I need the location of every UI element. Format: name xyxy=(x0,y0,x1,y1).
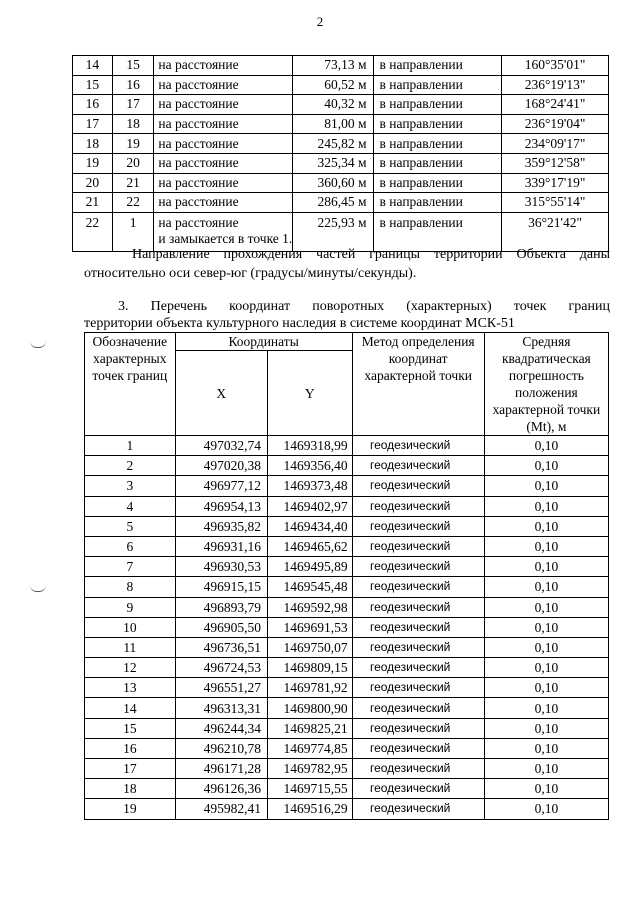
point-number: 9 xyxy=(85,597,176,617)
segment-from-text: 19 xyxy=(85,155,100,171)
segment-to xyxy=(112,56,154,76)
segment-direction-label xyxy=(373,193,502,213)
coord-x: 496313,31 xyxy=(175,698,267,718)
segment-direction-label-text: в направлении xyxy=(379,76,463,92)
coord-y: 1469691,53 xyxy=(267,617,352,637)
segment-from-text: 21 xyxy=(85,194,100,210)
segment-distance xyxy=(293,153,373,173)
binder-hole-mark xyxy=(30,341,46,348)
coordinate-row xyxy=(85,678,609,698)
coordinate-row xyxy=(85,799,609,819)
segment-row xyxy=(73,114,609,134)
coordinate-row xyxy=(85,658,609,678)
segment-distance-label xyxy=(154,153,293,173)
segment-to xyxy=(112,173,154,193)
point-number: 15 xyxy=(85,718,176,738)
coord-error: 0,10 xyxy=(484,799,608,819)
segment-distance-label-text: на расстояние xyxy=(158,155,239,171)
segment-azimuth-text: 359°12'58" xyxy=(524,155,586,171)
segment-direction-label-text: в направлении xyxy=(379,116,463,132)
point-number: 16 xyxy=(85,738,176,758)
segment-direction-label xyxy=(373,56,502,76)
segment-from xyxy=(73,75,113,95)
coord-error: 0,10 xyxy=(484,536,608,556)
coord-error: 0,10 xyxy=(484,496,608,516)
segment-distance-text: 60,52 м xyxy=(324,76,367,92)
segment-azimuth xyxy=(502,173,609,193)
segment-azimuth-text: 236°19'04" xyxy=(524,116,586,132)
coordinate-row xyxy=(85,779,609,799)
segment-to-text: 1 xyxy=(129,214,137,230)
header-point: Обозначение характерных точек границ xyxy=(85,333,176,436)
coord-x: 496954,13 xyxy=(175,496,267,516)
segment-distance-label-text: на расстояние xyxy=(158,76,239,92)
coord-x: 496905,50 xyxy=(175,617,267,637)
segment-distance-label xyxy=(154,56,293,76)
coordinate-row xyxy=(85,617,609,637)
coord-y: 1469516,29 xyxy=(267,799,352,819)
coord-error: 0,10 xyxy=(484,779,608,799)
coord-error: 0,10 xyxy=(484,658,608,678)
coordinate-row xyxy=(85,516,609,536)
coord-error: 0,10 xyxy=(484,516,608,536)
coord-method: геодезический xyxy=(352,476,484,496)
segment-from-text: 20 xyxy=(85,174,100,190)
segment-azimuth-text: 36°21'42" xyxy=(528,214,582,230)
coordinate-row xyxy=(85,759,609,779)
section-heading-line2: территории объекта культурного наследия в системе координат МСК-51 xyxy=(84,316,515,331)
segment-direction-label-text: в направлении xyxy=(379,214,463,230)
coord-x: 496977,12 xyxy=(175,476,267,496)
segment-row xyxy=(73,173,609,193)
coord-error: 0,10 xyxy=(484,637,608,657)
coordinates-header xyxy=(85,333,609,436)
segments-body xyxy=(73,56,609,252)
segment-to-text: 19 xyxy=(126,135,140,151)
coord-y: 1469782,95 xyxy=(267,759,352,779)
point-number: 12 xyxy=(85,658,176,678)
segment-direction-label xyxy=(373,153,502,173)
header-coords: Координаты xyxy=(175,333,352,351)
coord-error: 0,10 xyxy=(484,718,608,738)
coord-method: геодезический xyxy=(352,637,484,657)
segment-to xyxy=(112,114,154,134)
segment-from-text: 16 xyxy=(85,96,100,112)
coord-error: 0,10 xyxy=(484,738,608,758)
coordinate-row xyxy=(85,577,609,597)
coord-x: 496893,79 xyxy=(175,597,267,617)
coordinates-table xyxy=(84,332,609,820)
segment-direction-label-text: в направлении xyxy=(379,57,463,73)
coord-x: 497032,74 xyxy=(175,436,267,456)
segment-direction-label-text: в направлении xyxy=(379,135,463,151)
segment-distance xyxy=(293,95,373,115)
segment-azimuth xyxy=(502,193,609,213)
coord-x: 496724,53 xyxy=(175,658,267,678)
segment-from-text: 15 xyxy=(85,76,100,92)
segment-to-text: 22 xyxy=(126,194,140,210)
header-method: Метод определения координат характерной точки xyxy=(352,333,484,436)
segment-row xyxy=(73,153,609,173)
coord-y: 1469750,07 xyxy=(267,637,352,657)
segment-distance-text: 225,93 м xyxy=(317,214,367,230)
segment-from xyxy=(73,193,113,213)
point-number: 3 xyxy=(85,476,176,496)
coord-y: 1469809,15 xyxy=(267,658,352,678)
segment-row xyxy=(73,134,609,154)
segment-row xyxy=(73,193,609,213)
segment-direction-label xyxy=(373,114,502,134)
coord-x: 496931,16 xyxy=(175,536,267,556)
point-number: 11 xyxy=(85,637,176,657)
coord-x: 496736,51 xyxy=(175,637,267,657)
coord-method: геодезический xyxy=(352,436,484,456)
segment-direction-label-text: в направлении xyxy=(379,194,463,210)
segment-to-text: 20 xyxy=(126,155,140,171)
coord-x: 497020,38 xyxy=(175,456,267,476)
coordinate-row xyxy=(85,637,609,657)
coord-y: 1469774,85 xyxy=(267,738,352,758)
coord-error: 0,10 xyxy=(484,678,608,698)
segment-to-text: 18 xyxy=(126,116,140,132)
segment-distance-text: 81,00 м xyxy=(324,116,367,132)
segment-distance-label xyxy=(154,114,293,134)
segment-distance-text: 286,45 м xyxy=(317,194,367,210)
segment-direction-label-text: в направлении xyxy=(379,155,463,171)
segment-distance-text: 73,13 м xyxy=(324,57,367,73)
segment-distance-text: 360,60 м xyxy=(317,174,367,190)
coord-method: геодезический xyxy=(352,698,484,718)
segment-to xyxy=(112,75,154,95)
point-number: 18 xyxy=(85,779,176,799)
coord-method: геодезический xyxy=(352,597,484,617)
header-x: X xyxy=(175,351,267,436)
page-number: 2 xyxy=(316,14,324,29)
segment-azimuth xyxy=(502,114,609,134)
coordinate-row xyxy=(85,718,609,738)
coordinate-row xyxy=(85,738,609,758)
coord-method: геодезический xyxy=(352,678,484,698)
segment-distance-label-text: на расстояние xyxy=(158,174,239,190)
coord-method: геодезический xyxy=(352,658,484,678)
coord-y: 1469592,98 xyxy=(267,597,352,617)
point-number: 1 xyxy=(85,436,176,456)
segment-azimuth xyxy=(502,153,609,173)
coord-error: 0,10 xyxy=(484,577,608,597)
segment-azimuth-text: 236°19'13" xyxy=(524,76,586,92)
segment-from-text: 17 xyxy=(85,116,100,132)
segment-to-text: 15 xyxy=(126,57,140,73)
point-number: 13 xyxy=(85,678,176,698)
coord-method: геодезический xyxy=(352,536,484,556)
coord-x: 496930,53 xyxy=(175,557,267,577)
coordinate-row xyxy=(85,557,609,577)
coord-x: 495982,41 xyxy=(175,799,267,819)
coord-y: 1469402,97 xyxy=(267,496,352,516)
coord-error: 0,10 xyxy=(484,436,608,456)
coord-x: 496915,15 xyxy=(175,577,267,597)
coord-x: 496171,28 xyxy=(175,759,267,779)
point-number: 14 xyxy=(85,698,176,718)
segment-distance xyxy=(293,134,373,154)
coord-x: 496551,27 xyxy=(175,678,267,698)
coord-y: 1469825,21 xyxy=(267,718,352,738)
segment-azimuth xyxy=(502,95,609,115)
coordinate-row xyxy=(85,536,609,556)
binder-hole-mark xyxy=(30,585,46,592)
closing-text: и замыкается в точке 1. xyxy=(158,230,293,246)
segment-to xyxy=(112,95,154,115)
segment-to xyxy=(112,153,154,173)
segment-from xyxy=(73,56,113,76)
coord-y: 1469781,92 xyxy=(267,678,352,698)
coord-error: 0,10 xyxy=(484,759,608,779)
section-heading: 3. Перечень координат поворотных (характерных) точек границ xyxy=(118,299,610,314)
coordinate-row xyxy=(85,476,609,496)
coord-method: геодезический xyxy=(352,759,484,779)
coord-error: 0,10 xyxy=(484,456,608,476)
segment-distance-text: 325,34 м xyxy=(317,155,367,171)
segment-distance-label xyxy=(154,75,293,95)
coord-x: 496126,36 xyxy=(175,779,267,799)
point-number: 19 xyxy=(85,799,176,819)
coord-x: 496210,78 xyxy=(175,738,267,758)
segment-azimuth xyxy=(502,75,609,95)
segment-azimuth-text: 234°09'17" xyxy=(524,135,586,151)
coord-method: геодезический xyxy=(352,516,484,536)
coord-method: геодезический xyxy=(352,718,484,738)
coord-method: геодезический xyxy=(352,738,484,758)
point-number: 8 xyxy=(85,577,176,597)
segment-to xyxy=(112,193,154,213)
coord-method: геодезический xyxy=(352,577,484,597)
segment-azimuth-text: 315°55'14" xyxy=(524,194,586,210)
boundary-segments-table xyxy=(72,55,609,252)
coordinate-row xyxy=(85,698,609,718)
point-number: 17 xyxy=(85,759,176,779)
segment-direction-label-text: в направлении xyxy=(379,174,463,190)
segment-direction-label xyxy=(373,95,502,115)
coord-y: 1469356,40 xyxy=(267,456,352,476)
coord-error: 0,10 xyxy=(484,597,608,617)
coordinate-row xyxy=(85,597,609,617)
segment-from-text: 18 xyxy=(85,135,100,151)
segment-azimuth-text: 168°24'41" xyxy=(524,96,586,112)
point-number: 2 xyxy=(85,456,176,476)
coordinate-row xyxy=(85,456,609,476)
coord-y: 1469465,62 xyxy=(267,536,352,556)
header-y: Y xyxy=(267,351,352,436)
segment-distance-label xyxy=(154,193,293,213)
segment-from xyxy=(73,114,113,134)
segment-azimuth-text: 160°35'01" xyxy=(524,57,586,73)
segment-direction-label xyxy=(373,75,502,95)
coord-method: геодезический xyxy=(352,456,484,476)
point-number: 5 xyxy=(85,516,176,536)
coord-y: 1469434,40 xyxy=(267,516,352,536)
segment-distance-label-text: на расстояние xyxy=(158,116,239,132)
coord-y: 1469545,48 xyxy=(267,577,352,597)
point-number: 4 xyxy=(85,496,176,516)
coord-y: 1469715,55 xyxy=(267,779,352,799)
coord-x: 496244,34 xyxy=(175,718,267,738)
segment-distance-text: 40,32 м xyxy=(324,96,367,112)
coord-error: 0,10 xyxy=(484,617,608,637)
coordinate-row xyxy=(85,436,609,456)
coord-method: геодезический xyxy=(352,557,484,577)
segment-row xyxy=(73,75,609,95)
coordinates-body xyxy=(85,436,609,820)
coord-method: геодезический xyxy=(352,496,484,516)
segment-distance xyxy=(293,193,373,213)
direction-note: Направление прохождения частей границы территории Объекта даны относительно оси север-юг (градусы/минуты/секунды). xyxy=(84,247,610,281)
coord-y: 1469495,89 xyxy=(267,557,352,577)
segment-direction-label xyxy=(373,134,502,154)
segment-from xyxy=(73,173,113,193)
coord-method: геодезический xyxy=(352,799,484,819)
segment-from xyxy=(73,134,113,154)
coord-error: 0,10 xyxy=(484,476,608,496)
segment-distance-text: 245,82 м xyxy=(317,135,367,151)
segment-distance xyxy=(293,75,373,95)
point-number: 10 xyxy=(85,617,176,637)
segment-from xyxy=(73,95,113,115)
segment-azimuth-text: 339°17'19" xyxy=(524,174,586,190)
header-error: Средняя квадратическая погрешность положения характерной точки (Mt), м xyxy=(484,333,608,436)
segment-to xyxy=(112,134,154,154)
segment-from-text: 14 xyxy=(85,57,100,73)
segment-to-text: 17 xyxy=(126,96,140,112)
segment-direction-label xyxy=(373,173,502,193)
segment-distance-label-text: на расстояние xyxy=(158,57,239,73)
segment-from xyxy=(73,153,113,173)
point-number: 6 xyxy=(85,536,176,556)
segment-azimuth xyxy=(502,56,609,76)
segment-distance xyxy=(293,173,373,193)
coord-x: 496935,82 xyxy=(175,516,267,536)
segment-to-text: 16 xyxy=(126,76,140,92)
coord-method: геодезический xyxy=(352,617,484,637)
point-number: 7 xyxy=(85,557,176,577)
segment-distance-label-text: на расстояние xyxy=(158,194,239,210)
segment-from-text: 22 xyxy=(85,214,100,230)
coord-method: геодезический xyxy=(352,779,484,799)
coord-error: 0,10 xyxy=(484,698,608,718)
segment-distance-label xyxy=(154,173,293,193)
segment-distance-label xyxy=(154,95,293,115)
segment-direction-label-text: в направлении xyxy=(379,96,463,112)
coord-y: 1469800,90 xyxy=(267,698,352,718)
segment-row xyxy=(73,56,609,76)
coordinate-row xyxy=(85,496,609,516)
segment-distance-label-text: на расстояние xyxy=(158,135,239,151)
segment-distance xyxy=(293,114,373,134)
coord-y: 1469373,48 xyxy=(267,476,352,496)
segment-row xyxy=(73,95,609,115)
segment-distance-label xyxy=(154,134,293,154)
segment-distance-label-text: на расстояние xyxy=(158,96,239,112)
coord-error: 0,10 xyxy=(484,557,608,577)
coord-y: 1469318,99 xyxy=(267,436,352,456)
segment-to-text: 21 xyxy=(126,174,140,190)
segment-distance-label-text: на расстояние xyxy=(158,214,239,230)
segment-azimuth xyxy=(502,134,609,154)
segment-distance xyxy=(293,56,373,76)
